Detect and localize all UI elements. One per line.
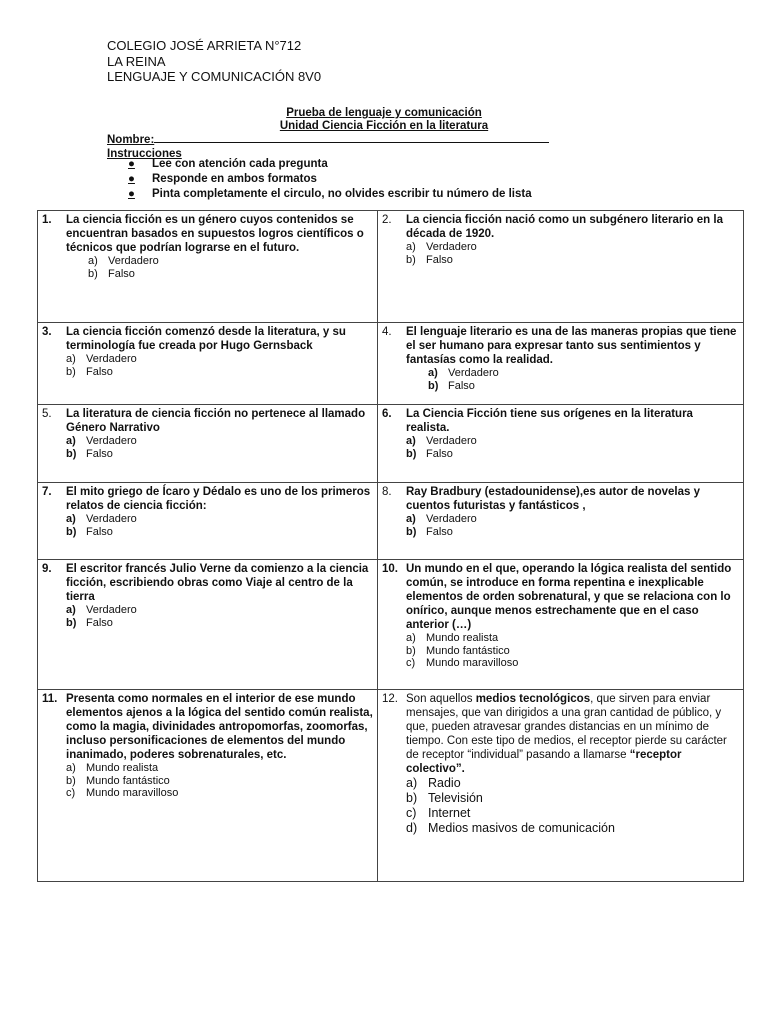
instruction-item: ● Lee con atención cada pregunta: [128, 158, 328, 170]
bullet-icon: ●: [128, 158, 135, 170]
instruction-item: ● Responde en ambos formatos: [128, 173, 317, 185]
instructions-list: [128, 157, 532, 202]
option-b[interactable]: b) Falso: [428, 379, 475, 392]
table-row: [38, 560, 744, 690]
question-9: 9. El escritor francés Julio Verne da comienzo a la ciencia ficción, escribiendo obras como Viaje al centro de la tierra a) Verdadero b) Falso: [38, 560, 378, 690]
option-c[interactable]: c) Mundo maravilloso: [66, 787, 179, 800]
question-1: 1. La ciencia ficción es un género cuyos contenidos se encuentran basados en supuestos logros científicos o técnicos que podrían lograrse en el futuro. a) Verdadero b) Falso: [38, 211, 378, 323]
bullet-icon: ●: [128, 188, 135, 200]
option-a[interactable]: a) Mundo realista: [406, 632, 499, 644]
question-6: 6. La Ciencia Ficción tiene sus orígenes en la literatura realista. a) Verdadero b) Falso: [378, 405, 744, 483]
table-row: [38, 211, 744, 323]
bullet-icon: ●: [128, 173, 135, 185]
question-8: 8. Ray Bradbury (estadounidense),es autor de novelas y cuentos futuristas y fantásticos , a) Verdadero b) Falso: [378, 483, 744, 560]
option-a[interactable]: a) Verdadero: [66, 353, 137, 365]
question-7: 7. El mito griego de Ícaro y Dédalo es uno de los primeros relatos de ciencia ficción: a) Verdadero b) Falso: [38, 483, 378, 560]
option-d[interactable]: d) Medios masivos de comunicación: [406, 821, 615, 835]
option-b[interactable]: b) Falso: [406, 525, 453, 538]
course-name: LENGUAJE Y COMUNICACIÓN 8V0: [107, 69, 322, 84]
option-b[interactable]: b) Falso: [66, 447, 113, 460]
question-5: 5. La literatura de ciencia ficción no pertenece al llamado Género Narrativo a) Verdadero b) Falso: [38, 405, 378, 483]
option-b[interactable]: b) Falso: [88, 267, 135, 280]
name-label: Nombre:: [107, 134, 155, 146]
option-b[interactable]: b) Mundo fantástico: [406, 644, 510, 657]
option-c[interactable]: c) Mundo maravilloso: [406, 657, 519, 670]
school-header: [107, 38, 321, 85]
exam-title: Prueba de lenguaje y comunicación: [286, 107, 482, 119]
option-a[interactable]: a) Verdadero: [406, 241, 477, 253]
option-b[interactable]: b) Televisión: [406, 791, 483, 805]
instruction-item: ● Pinta completamente el circulo, no olvides escribir tu número de lista: [128, 188, 532, 200]
table-row: [38, 405, 744, 483]
option-a[interactable]: a) Verdadero: [88, 255, 159, 267]
option-b[interactable]: b) Falso: [66, 365, 113, 378]
option-a[interactable]: a) Verdadero: [406, 435, 477, 447]
option-c[interactable]: c) Internet: [406, 806, 471, 820]
question-10: 10. Un mundo en el que, operando la lógica realista del sentido común, se introduce en forma repentina e inexplicable elementos de orden sobrenatural, y que se relaciona con lo onírico, aunque menos estrechamente que en el caso anterior (…) a) Mundo realista b) Mundo fantástico c) Mundo maravilloso: [378, 560, 744, 690]
instructions-label: Instrucciones: [107, 147, 182, 160]
table-row: [38, 690, 744, 882]
table-row: [38, 323, 744, 405]
option-a[interactable]: a) Verdadero: [66, 604, 137, 616]
option-a[interactable]: a) Verdadero: [66, 513, 137, 525]
name-field-line[interactable]: [154, 131, 549, 143]
option-a[interactable]: a) Radio: [406, 776, 461, 790]
option-a[interactable]: a) Verdadero: [66, 435, 137, 447]
question-3: 3. La ciencia ficción comenzó desde la literatura, y su terminología fue creada por Hugo Gernsback a) Verdadero b) Falso: [38, 323, 378, 405]
question-11: 11. Presenta como normales en el interior de ese mundo elementos ajenos a la lógica del sentido común realista, como la magia, divinidades antropomorfas, zoomorfas, incluso personificaciones de elementos del mundo inanimado, poderes sobrenaturales, etc. a) Mundo realista b) Mundo fantástico c) Mundo maravilloso: [38, 690, 378, 882]
option-b[interactable]: b) Mundo fantástico: [66, 774, 170, 787]
question-4: 4. El lenguaje literario es una de las maneras propias que tiene el ser humano para expresar tanto sus sentimientos y fantasías como la realidad. a) Verdadero b) Falso: [378, 323, 744, 405]
option-b[interactable]: b) Falso: [66, 525, 113, 538]
unit-title: Unidad Ciencia Ficción en la literatura: [279, 120, 489, 132]
table-row: [38, 483, 744, 560]
school-location: LA REINA: [107, 53, 166, 69]
question-2: 2. La ciencia ficción nació como un subgénero literario en la década de 1920. a) Verdadero b) Falso: [378, 211, 744, 323]
option-a[interactable]: a) Mundo realista: [66, 762, 159, 774]
option-b[interactable]: b) Falso: [66, 616, 113, 629]
option-a[interactable]: a) Verdadero: [406, 513, 477, 525]
questions-table: [37, 210, 744, 882]
option-b[interactable]: b) Falso: [406, 447, 453, 460]
question-12: 12. Son aquellos medios tecnológicos, que sirven para enviar mensajes, que van dirigidos a una gran cantidad de público, y que, pueden atravesar grandes distancias en un mínimo de tiempo. Con este tipo de medios, el receptor pierde su carácter de receptor “individual” pasando a llamarse “receptor colectivo”. a) Radio b) Televisión c) Internet d) Medios masivos de comunicación: [378, 690, 744, 882]
exam-title-block: [0, 107, 768, 133]
option-a[interactable]: a) Verdadero: [428, 367, 499, 379]
school-name: COLEGIO JOSÉ ARRIETA N°712: [107, 38, 302, 53]
option-b[interactable]: b) Falso: [406, 253, 453, 266]
